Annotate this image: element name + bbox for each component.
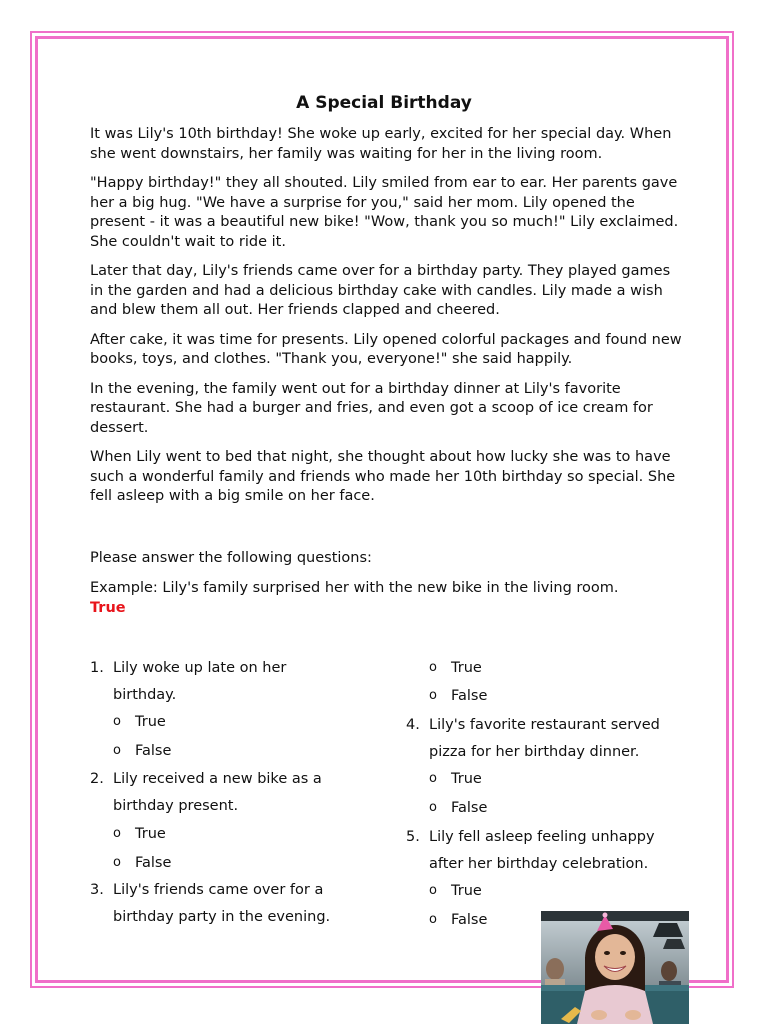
bullet-icon: o: [429, 660, 437, 675]
question-text: Lily's friends came over for a birthday party in the evening.: [113, 882, 331, 925]
story-paragraph: It was Lily's 10th birthday! She woke up early, excited for her special day. When she went downstairs, her family was waiting for her in the living room.: [90, 126, 672, 162]
birthday-girl-photo: [541, 911, 689, 1024]
question-text: Lily's favorite restaurant served pizza for her birthday dinner.: [429, 717, 660, 760]
worksheet-title: A Special Birthday: [296, 93, 472, 113]
question-number: 1.: [90, 660, 104, 676]
option-label: False: [451, 912, 488, 928]
example-question: [90, 579, 685, 618]
bullet-icon: o: [429, 800, 437, 815]
question-number: 5.: [406, 829, 420, 845]
option-label: False: [135, 855, 172, 871]
bullet-icon: o: [429, 883, 437, 898]
example-text: Example: Lily's family surprised her with the new bike in the living room.: [90, 580, 619, 596]
question-text: Lily woke up late on her birthday.: [113, 660, 287, 703]
story-paragraph: In the evening, the family went out for a birthday dinner at Lily's favorite restaurant. She had a burger and fries, and even got a scoop of ice cream for dessert.: [90, 380, 653, 436]
question-number: 4.: [406, 717, 420, 733]
option-label: True: [451, 883, 482, 899]
bullet-icon: o: [429, 771, 437, 786]
question-text: Lily fell asleep feeling unhappy after her birthday celebration.: [429, 829, 655, 872]
story-paragraph: When Lily went to bed that night, she thought about how lucky she was to have such a wonderful family and friends who made her 10th birthday so special. She fell asleep with a big smile on her face.: [90, 449, 676, 504]
option-label: True: [135, 826, 166, 842]
story-paragraph: After cake, it was time for presents. Lily opened colorful packages and found new books, toys, and clothes. "Thank you, everyone!" she said happily.: [90, 331, 682, 367]
story-text: [90, 125, 685, 517]
bullet-icon: o: [113, 855, 121, 870]
question-text: Lily received a new bike as a birthday present.: [113, 771, 322, 814]
story-paragraph: "Happy birthday!" they all shouted. Lily smiled from ear to ear. Her parents gave her a big hug. "We have a surprise for you," said her mom. Lily opened the present - it was a beautiful new bike! "Wow, thank you so much!" Lily exclaimed. She couldn't wait to ride it.: [90, 175, 679, 250]
option-label: False: [135, 743, 172, 759]
bullet-icon: o: [429, 688, 437, 703]
option-label: True: [135, 714, 166, 730]
bullet-icon: o: [113, 743, 121, 758]
option-label: True: [451, 771, 482, 787]
bullet-icon: o: [429, 912, 437, 927]
story-paragraph: Later that day, Lily's friends came over for a birthday party. They played games in the garden and had a delicious birthday cake with candles. Lily made a wish and blew them all out. Her friends clapped and cheered.: [90, 263, 671, 318]
questions-prompt: Please answer the following questions:: [90, 550, 372, 566]
option-label: True: [451, 660, 482, 676]
option-label: False: [451, 800, 488, 816]
question-number: 2.: [90, 771, 104, 787]
bullet-icon: o: [113, 826, 121, 841]
question-number: 3.: [90, 882, 104, 898]
option-label: False: [451, 688, 488, 704]
bullet-icon: o: [113, 714, 121, 729]
example-answer: True: [90, 599, 126, 616]
